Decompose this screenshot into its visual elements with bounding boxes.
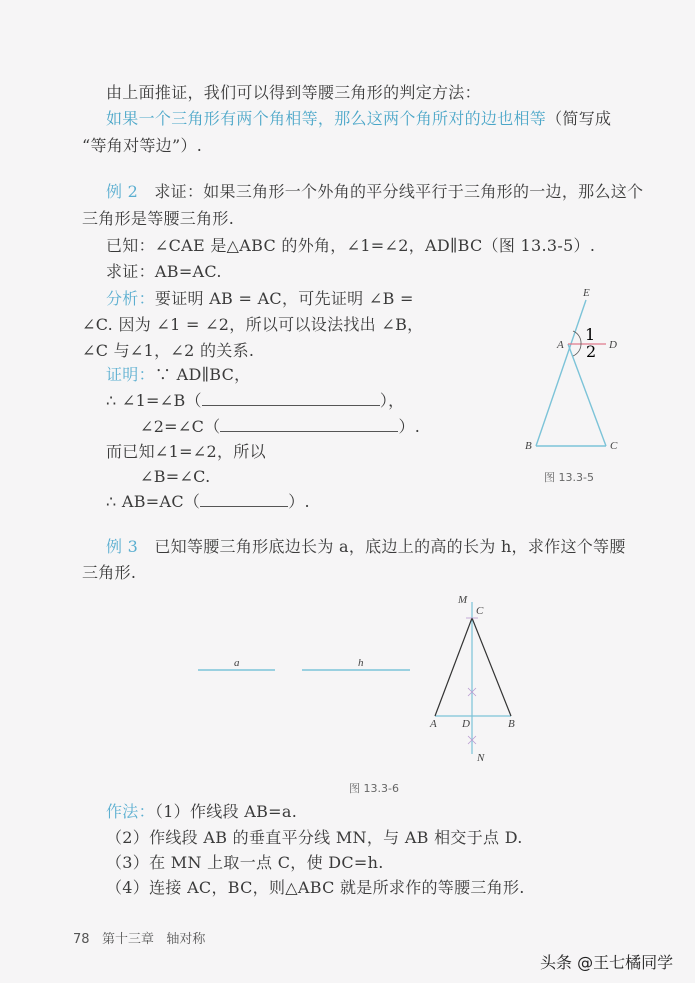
analysis-line-3: ∠C 与∠1，∠2 的关系. xyxy=(82,341,255,360)
analysis-text-1: 要证明 AB = AC，可先证明 ∠B = xyxy=(154,289,414,308)
watermark: 头条 @王七橘同学 xyxy=(540,953,674,972)
chapter-number: 第十三章 xyxy=(101,932,154,947)
label-E: E xyxy=(583,287,590,299)
label-A2: A xyxy=(430,718,437,730)
label-angle-1: 1 xyxy=(585,325,596,344)
construction-text-1: （1）作线段 AB=a. xyxy=(154,802,298,821)
figure-13-3-5-caption: 图 13.3-5 xyxy=(544,471,594,484)
abbrev-text: “等角对等边”）. xyxy=(82,136,203,155)
construction-step-3: （3）在 MN 上取一点 C，使 DC=h. xyxy=(106,853,384,872)
given-text: 已知：∠CAE 是△ABC 的外角，∠1=∠2，AD∥BC（图 13.3-5）. xyxy=(106,236,596,255)
label-B2: B xyxy=(508,718,515,730)
proof-text-6a: ∴ AB=AC（ xyxy=(106,492,201,511)
example2-statement-1: 求证：如果三角形一个外角的平分线平行于三角形的一边，那么这个 xyxy=(154,182,644,201)
theorem-tail: （简写成 xyxy=(546,109,612,128)
label-segment-h: h xyxy=(358,657,364,669)
label-B: B xyxy=(525,440,532,452)
label-A: A xyxy=(557,339,564,351)
theorem-text: 如果一个三角形有两个角相等，那么这两个角所对的边也相等 xyxy=(106,109,547,128)
page-footer xyxy=(73,928,205,947)
example2-statement-2: 三角形是等腰三角形. xyxy=(82,209,235,228)
proof-line-5: ∠B=∠C. xyxy=(140,467,211,486)
example3-statement xyxy=(106,537,626,557)
example3-label: 例 3 xyxy=(106,537,139,556)
label-segment-a: a xyxy=(234,657,240,669)
proof-text-3b: ）. xyxy=(398,417,421,436)
label-D2: D xyxy=(462,718,470,730)
label-C2: C xyxy=(476,605,484,617)
proof-line-4: 而已知∠1=∠2，所以 xyxy=(106,442,266,461)
prove-text: 求证：AB=AC. xyxy=(106,262,222,281)
label-angle-2: 2 xyxy=(586,342,597,361)
label-D: D xyxy=(609,339,617,351)
example2-label: 例 2 xyxy=(106,182,139,201)
construction-step-4: （4）连接 AC，BC，则△ABC 就是所求作的等腰三角形. xyxy=(106,878,525,897)
example3-statement-1: 已知等腰三角形底边长为 a，底边上的高的长为 h，求作这个等腰 xyxy=(154,537,626,556)
label-C: C xyxy=(610,440,618,452)
proof-label: 证明： xyxy=(106,365,155,384)
proof-text-6b: ）. xyxy=(288,492,310,511)
chapter-title: 轴对称 xyxy=(166,932,206,947)
figure-13-3-6-caption: 图 13.3-6 xyxy=(349,782,399,795)
proof-text-2a: ∴ ∠1=∠B（ xyxy=(106,391,202,410)
page-number: 78 xyxy=(73,932,90,947)
construction-step-1 xyxy=(106,802,297,822)
construction-label: 作法： xyxy=(106,802,155,821)
proof-text-3a: ∠2=∠C（ xyxy=(140,417,221,436)
analysis-line-2: ∠C. 因为 ∠1 = ∠2，所以可以设法找出 ∠B， xyxy=(82,315,424,334)
example3-statement-2: 三角形. xyxy=(82,563,137,582)
proof-text-2b: ）， xyxy=(379,391,405,410)
label-M: M xyxy=(458,594,468,606)
construction-step-2: （2）作线段 AB 的垂直平分线 MN，与 AB 相交于点 D. xyxy=(106,828,523,847)
proof-text-1: ∵ AD∥BC， xyxy=(154,365,251,384)
analysis-label: 分析： xyxy=(106,289,155,308)
intro-text: 由上面推证，我们可以得到等腰三角形的判定方法： xyxy=(106,83,481,102)
label-N: N xyxy=(477,752,485,764)
